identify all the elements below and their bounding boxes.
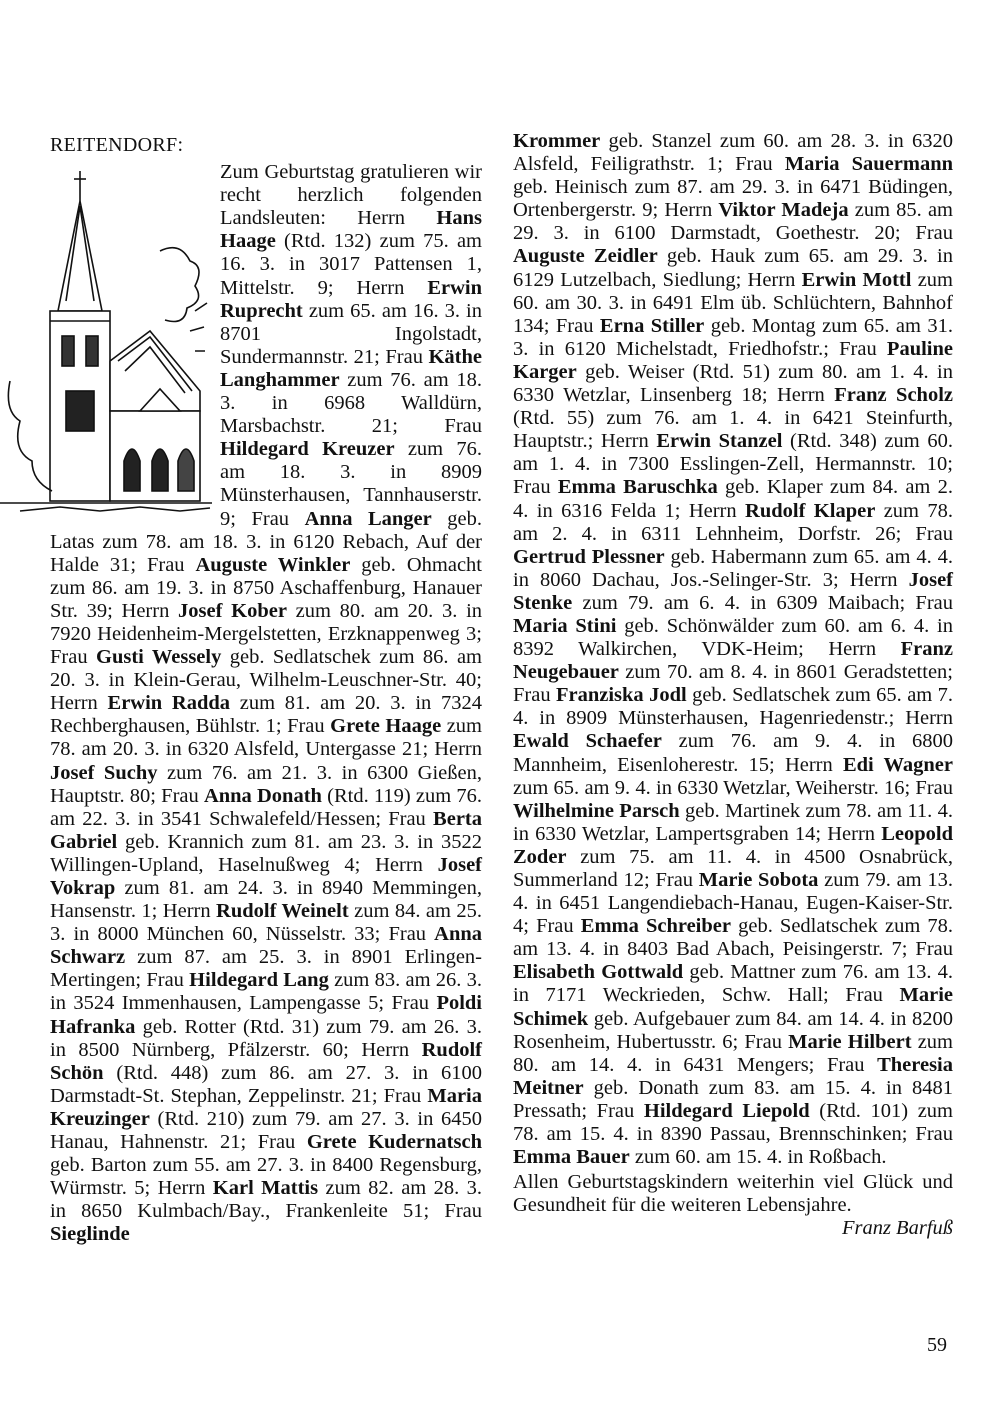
entry-salutation: Herrn [784,753,843,776]
entry-salutation: Herrn [905,707,953,730]
entry-salutation: Frau [915,222,953,245]
entry-salutation: Frau [915,1123,953,1146]
entry-salutation: Herrn [776,384,835,407]
entry-name: Emma Baruschka [557,476,718,499]
entry-name: Maria Kreuzinger [50,1084,482,1130]
entry-name: Emma Schreiber [580,915,731,938]
entry-salutation: Frau [826,1053,878,1076]
entry-name: Josef Kober [178,599,287,622]
entry-details: geb. Barton zum 55. am 27. 3. in 8400 Regensburg, Würmstr. 5; [50,1154,482,1200]
entry-salutation: Frau [915,938,953,961]
entry-details: geb. Donath zum 83. am 15. 4. in 8481 Pressath; [513,1076,953,1122]
entry-name: Hildegard Liepold [643,1099,810,1122]
entry-salutation: Frau [536,915,581,938]
entry-details: (Rtd. 210) zum 79. am 27. 3. in 6450 Hanau, Hahnenstr. 21; [50,1107,482,1154]
entry-name: Wilhelmine Parsch [513,799,680,822]
entry-salutation: Herrn [361,1038,422,1061]
entry-details: geb. Hauk zum 65. am 29. 3. in 6129 Lutzelbach, Siedlung; [513,245,953,291]
entry-name: Erwin Radda [107,692,231,715]
entry-salutation: Frau [735,153,785,176]
right-entry-list [513,130,953,1168]
entry-name: Franz Scholz [834,384,953,407]
entry-details: zum 78. am 2. 4. in 6311 Lehnheim, Dorfstr. 26; [513,499,954,545]
entry-name: Grete Kudernatsch [306,1131,482,1154]
entry-salutation: Frau [845,984,900,1007]
entry-name: Marie Sobota [698,869,819,891]
entry-salutation: Frau [388,807,434,830]
entry-name: Ewald Schaefer [513,730,662,753]
entry-details: zum 79. am 13. 4. in 6451 Langendiebach-Hanau, Eugen-Kaiser-Str. 4; [513,869,954,938]
entry-salutation: Frau [444,1200,482,1223]
entry-details: (Rtd. 55) zum 76. am 1. 4. in 6421 Steinfurth, Hauptstr.; [513,407,953,453]
entry-salutation: Frau [257,1131,307,1154]
left-column [50,130,482,1247]
entry-details: geb. Ohmacht zum 86. am 19. 3. in 8750 Aschaffenburg, Hanauer Str. 39; [50,553,482,622]
page-number: 59 [927,1334,947,1356]
entry-details: zum 81. am 24. 3. in 8940 Memmingen, Hansenstr. 1; [50,877,482,923]
church-illustration [0,161,212,517]
right-text [513,130,953,1169]
entry-details: zum 80. am 20. 3. in 7920 Heidenheim-Mergelstetten, Erzknappenweg 3; [50,599,483,645]
entry-details: geb. Stanzel zum 60. am 28. 3. in 6320 Alsfeld, Feiligrathstr. 1; [513,130,953,176]
entry-salutation: Frau [915,591,953,614]
entry-salutation: Frau [513,684,556,707]
entry-salutation: Frau [744,1030,789,1053]
entry-details: geb. Rotter (Rtd. 31) zum 79. am 26. 3. in 8500 Nürnberg, Pfälzerstr. 60; [50,1015,482,1061]
entry-salutation: Herrn [121,599,179,622]
entry-salutation: Frau [915,776,953,799]
entry-name: Erwin Ruprecht [220,276,482,322]
entry-details: (Rtd. 348) zum 60. am 1. 4. in 7300 Esslingen-Zell, Hermannstr. 10; [513,430,953,476]
entry-name: Marie Hilbert [788,1030,912,1053]
entry-salutation: Frau [839,337,887,360]
entry-details: zum 65. am 9. 4. in 6330 Wetzlar, Weiherstr. 16; [513,776,916,799]
church-icon [0,161,212,517]
entry-salutation: Herrn [157,1177,213,1200]
entry-details: zum 82. am 28. 3. in 8650 Kulmbach/Bay., Frankenleite 51; [50,1177,483,1223]
entry-details: zum 78. am 20. 3. in 6320 Alsfeld, Untergasse 21; [50,715,482,761]
entry-name: Auguste Zeidler [513,245,658,268]
entry-name: Josef Suchy [50,761,158,784]
closing-text: Allen Geburtstagskindern weiterhin viel Glück und Gesundheit für die weiteren Lebensjahre. [513,1171,953,1217]
entry-name: Krommer [513,130,601,152]
entry-name: Franz Neugebauer [513,638,953,684]
entry-details: geb. Sedlatschek zum 65. am 7. 4. in 8909 Münsterhausen, Hagenriedenstr.; [513,684,954,730]
entry-name: Grete Haage [330,715,442,738]
entry-salutation: Herrn [357,207,437,230]
entry-details: zum 60. am 30. 3. in 6491 Elm üb. Schlüchtern, Bahnhof 134; [513,268,953,337]
entry-details: geb. Krannich zum 81. am 23. 3. in 3522 Willingen-Upland, Haselnußweg 4; [50,830,482,876]
entry-salutation: Frau [915,522,953,545]
entry-salutation: Herrn [600,430,657,453]
entry-name: Rudolf Klaper [745,499,876,522]
entry-salutation: Frau [391,992,437,1015]
entry-name: Pauline Karger [513,337,953,383]
entry-salutation: Frau [383,1084,428,1107]
entry-salutation: Herrn [747,268,802,291]
entry-name: Anna Donath [203,784,322,807]
entry-name: Erna Stiller [599,314,705,337]
entry-salutation: Herrn [849,568,909,591]
entry-salutation: Herrn [434,738,482,761]
entry-salutation: Frau [251,507,305,530]
entry-name: Gusti Wessely [96,646,222,669]
entry-name: Josef Vokrap [50,853,483,899]
entry-name: Anna Schwarz [50,923,482,969]
entry-details: geb. Latas zum 78. am 18. 3. in 6120 Rebach, Auf der Halde 31; [50,507,482,576]
entry-name: Emma Bauer [513,1146,630,1169]
entry-name: Rudolf Weinelt [216,900,349,923]
entry-name: Edi Wagner [842,753,954,776]
entry-salutation: Frau [161,784,204,807]
entry-details: zum 84. am 25. 3. in 8000 München 60, Nüsselstr. 33; [50,900,483,946]
entry-name: Hildegard Kreuzer [220,438,395,461]
entry-details: geb. Schönwälder zum 60. am 6. 4. in 8392 Walkirchen, VDK-Heim; [513,614,953,661]
entry-name: Berta Gabriel [50,807,482,853]
entry-salutation: Frau [388,923,435,946]
signature: Franz Barfuß [841,1217,953,1240]
entry-salutation: Frau [385,345,429,368]
entry-details: geb. Montag zum 65. am 31. 3. in 6120 Michelstadt, Friedhofstr.; [513,314,953,360]
entry-details: (Rtd. 101) zum 78. am 15. 4. in 8390 Passau, Brennschinken; [513,1099,953,1146]
intro-text: Zum Geburtstag gratulieren wir recht herzlich folgenden Landsleuten: [220,161,482,230]
right-column [513,130,953,1241]
entry-name: Maria Stini [513,614,617,637]
entry-salutation: Herrn [356,276,428,299]
entry-salutation: Herrn [375,853,438,876]
entry-details: geb. Habermann zum 65. am 4. 4. in 8060 Dachau, Jos.-Selinger-Str. 3; [513,545,953,591]
entry-details: zum 76. am 21. 3. in 6300 Gießen, Hauptstr. 80; [50,761,482,807]
entry-name: Sieglinde [50,1223,130,1246]
entry-salutation: Frau [513,476,558,499]
entry-name: Anna Langer [304,507,432,530]
entry-details: zum 76. am 9. 4. in 6800 Mannheim, Eisenloherestr. 15; [513,730,953,776]
entry-details: zum 87. am 25. 3. in 8901 Erlingen-Mertingen; [50,946,482,992]
entry-name: Leopold Zoder [513,822,953,868]
entry-name: Käthe Langhammer [220,345,483,391]
entry-salutation: Frau [50,646,96,669]
entry-details: zum 85. am 29. 3. in 6100 Darmstadt, Goethestr. 20; [513,199,953,245]
entry-details: geb. Sedlatschek zum 78. am 13. 4. in 8403 Bad Abach, Peisingerstr. 7; [513,915,953,961]
entry-name: Franziska Jodl [555,684,687,707]
entry-details: (Rtd. 448) zum 86. am 27. 3. in 6100 Darmstadt-St. Stephan, Zeppelinstr. 21; [50,1061,482,1107]
entry-salutation: Herrn [827,822,882,845]
entry-name: Elisabeth Gottwald [513,961,684,984]
entry-details: zum 76. am 18. 3. in 8909 Münsterhausen, Tannhauserstr. 9; [220,438,483,530]
entry-details: zum 76. am 18. 3. in 6968 Walldürn, Marsbachstr. 21; [220,368,482,438]
entry-details: geb. Martinek zum 78. am 11. 4. in 6330 Wetzlar, Lampertsgraben 14; [513,799,953,845]
entry-details: zum 70. am 8. 4. in 8601 Geradstetten; [618,661,953,684]
entry-name: Erwin Stanzel [656,430,783,453]
entry-salutation: Frau [146,553,196,576]
entry-details: geb. Mattner zum 76. am 13. 4. in 7171 Weckrieden, Schw. Hall; [513,961,953,1007]
entry-details: geb. Klaper zum 84. am 2. 4. in 6316 Felda 1; [513,476,953,522]
entry-name: Hildegard Lang [189,969,329,992]
entry-salutation: Frau [444,415,482,438]
entry-name: Hans Haage [220,207,482,253]
entry-name: Maria Sauermann [784,153,954,176]
entry-salutation: Frau [655,869,699,891]
entry-name: Josef Stenke [513,568,953,614]
entry-details: geb. Sedlatschek zum 86. am 20. 3. in Klein-Gerau, Wilhelm-Leuschner-Str. 40; [50,646,483,692]
entry-details: zum 65. am 16. 3. in 8701 Ingolstadt, Sundermannstr. 21; [220,299,482,368]
entry-details: zum 81. am 20. 3. in 7324 Rechberghausen, Bühlstr. 1; [50,692,482,738]
entry-details: (Rtd. 132) zum 75. am 16. 3. in 3017 Pattensen 1, Mittelstr. 9; [220,230,482,299]
entry-details: geb. Heinisch zum 87. am 29. 3. in 6471 Büdingen, Ortenbergerstr. 9; [513,176,953,222]
entry-salutation: Herrn [50,692,108,715]
entry-details: zum 75. am 11. 4. in 4500 Osnabrück, Summerland 12; [513,845,953,891]
birthday-entry [513,684,953,729]
section-title: REITENDORF: [50,134,184,156]
entry-salutation: Frau [287,715,331,738]
entry-name: Auguste Winkler [195,553,351,576]
birthday-entry [513,915,953,960]
entry-name: Poldi Hafranka [50,992,483,1038]
entry-name: Erwin Mottl [801,268,912,291]
entry-details: zum 79. am 6. 4. in 6309 Maibach; [572,591,916,614]
entry-salutation: Herrn [688,499,746,522]
entry-details: zum 83. am 26. 3. in 3524 Immenhausen, Lampengasse 5; [50,969,483,1015]
entry-salutation: Herrn [828,638,901,661]
entry-details: (Rtd. 119) zum 76. am 22. 3. in 3541 Schwalefeld/Hessen; [50,784,483,830]
entry-salutation: Frau [555,314,600,337]
entry-salutation: Frau [596,1099,644,1122]
entry-name: Karl Mattis [212,1177,319,1200]
entry-name: Viktor Madeja [718,199,849,222]
entry-salutation: Frau [146,969,190,992]
entry-name: Marie Schimek [513,984,954,1030]
birthday-entry [50,646,482,691]
entry-details: zum 60. am 15. 4. in Roßbach. [629,1146,887,1169]
entry-details: geb. Aufgebauer zum 84. am 14. 4. in 8200 Rosenheim, Hubertusstr. 6; [513,1007,953,1053]
entry-details: zum 80. am 14. 4. in 6431 Mengers; [513,1030,953,1076]
entry-name: Rudolf Schön [50,1038,482,1084]
entry-salutation: Herrn [664,199,719,222]
entry-name: Theresia Meitner [513,1053,954,1099]
entry-name: Gertrud Plessner [513,545,665,568]
entry-details: geb. Weiser (Rtd. 51) zum 80. am 1. 4. in 6330 Wetzlar, Linsenberg 18; [513,360,953,407]
entry-salutation: Herrn [162,900,217,923]
